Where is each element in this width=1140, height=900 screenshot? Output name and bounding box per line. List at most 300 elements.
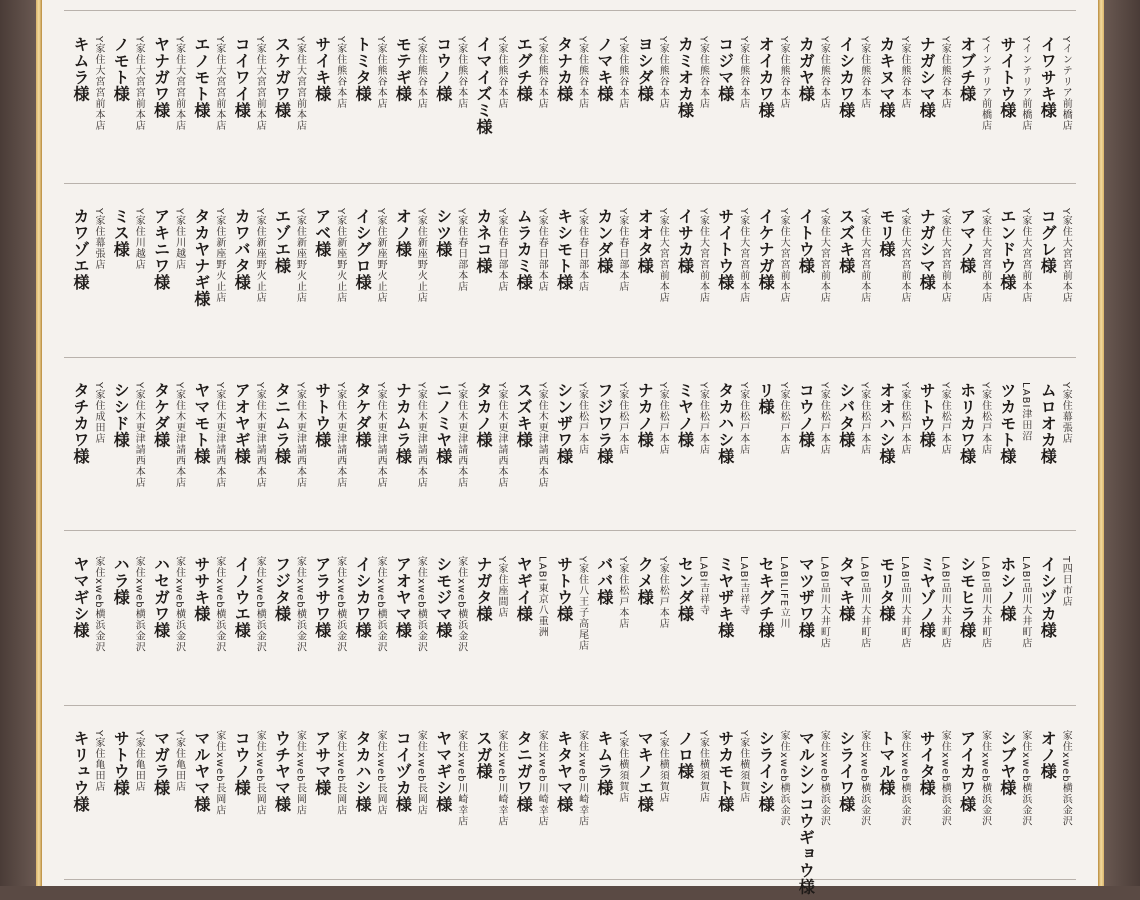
store-name: Y家住熊谷本店	[375, 36, 387, 110]
store-name: 家住xweb横浜金沢	[818, 730, 830, 827]
name-entry	[755, 208, 791, 378]
store-name: Y家住熊谷本店	[939, 36, 951, 110]
customer-name: ヨシダ様	[635, 36, 655, 102]
name-entry	[795, 208, 831, 378]
store-name: Y家住川越店	[173, 208, 185, 271]
name-entry	[997, 208, 1033, 378]
name-entry	[1037, 208, 1073, 378]
customer-name: ハセガワ様	[151, 556, 171, 639]
customer-name: オオタ様	[635, 208, 655, 274]
customer-name: イトウ様	[796, 208, 816, 274]
customer-name: オブチ様	[957, 36, 977, 102]
store-name: Y家住松戸本店	[939, 382, 951, 456]
name-entry	[191, 208, 227, 378]
name-entry	[272, 382, 308, 552]
store-name: Y家住松戸本店	[657, 382, 669, 456]
customer-name: オノ様	[393, 208, 413, 258]
right-background	[1102, 0, 1140, 886]
name-entry	[715, 36, 751, 206]
store-name: Y家住熊谷本店	[657, 36, 669, 110]
customer-name: タケダ様	[353, 382, 373, 448]
customer-name: カガヤ様	[796, 36, 816, 102]
name-entry	[916, 730, 952, 900]
name-entry	[392, 208, 428, 378]
customer-name: ヤナガワ様	[151, 36, 171, 119]
name-entry	[473, 208, 509, 378]
customer-name: タチカワ様	[71, 382, 90, 465]
customer-name: アサマ様	[312, 730, 332, 796]
store-name: Y家住木更津請西本店	[254, 382, 266, 489]
name-entry	[997, 36, 1033, 206]
customer-name: ササキ様	[191, 556, 211, 622]
customer-name: マキノエ様	[635, 730, 655, 813]
store-name: 家住xweb横浜金沢	[979, 730, 991, 827]
customer-name: アオヤマ様	[393, 556, 413, 639]
customer-name: フジタ様	[272, 556, 292, 622]
store-name: LABI品川大井町店	[899, 556, 910, 649]
customer-name: コイヅカ様	[393, 730, 413, 813]
customer-name: カンダ様	[594, 208, 614, 274]
customer-name: エグチ様	[514, 36, 534, 102]
store-name: Y家住春日部本店	[496, 208, 507, 293]
customer-name: タナカ様	[554, 36, 574, 102]
customer-name: サイキ様	[312, 36, 332, 102]
customer-name: イマイズミ様	[474, 36, 493, 135]
store-name: 家住xweb長岡店	[334, 730, 346, 816]
store-name: Y家住熊谷本店	[697, 36, 709, 110]
store-name: Y家住新座野火止店	[334, 208, 346, 304]
store-name: Y家住木更津請西本店	[455, 382, 467, 489]
store-name: Y家住春日部本店	[576, 208, 588, 293]
customer-name: キリュウ様	[71, 730, 90, 813]
name-entry	[715, 556, 751, 726]
customer-name: トマル様	[877, 730, 896, 796]
name-entry	[594, 36, 630, 206]
store-name: Y家住大宮宮前本店	[213, 36, 225, 132]
customer-name: スズキ様	[514, 382, 534, 448]
store-name: LABI品川大井町店	[858, 556, 870, 649]
store-name: Y家住熊谷本店	[496, 36, 507, 110]
store-name: Y家住横須賀店	[616, 730, 628, 804]
name-entry	[352, 556, 388, 726]
store-name: Y家住新座野火止店	[294, 208, 306, 304]
name-entry	[715, 382, 751, 552]
store-name: 家住xweb横浜金沢	[254, 556, 266, 653]
customer-name: タニムラ様	[272, 382, 292, 465]
store-name: Y家住熊谷本店	[334, 36, 346, 110]
left-background	[0, 0, 38, 886]
store-name: 家住xweb横浜金沢	[213, 556, 225, 653]
store-name: 家住xweb川崎幸店	[455, 730, 467, 827]
customer-name: センダ様	[675, 556, 695, 622]
store-name: 家住xweb横浜金沢	[133, 556, 145, 653]
store-name: 家住xweb横浜金沢	[1019, 730, 1031, 827]
store-name: Y家住大宮宮前本店	[858, 208, 870, 304]
name-entry	[272, 556, 308, 726]
customer-name: トミタ様	[353, 36, 373, 102]
store-name: LABI津田沼	[1019, 382, 1031, 442]
customer-name: シライシ様	[756, 730, 776, 813]
name-entry	[513, 36, 549, 206]
name-entry	[1037, 730, 1073, 900]
store-name: Y家住大宮宮前本店	[1019, 208, 1031, 304]
customer-name: ミヤザキ様	[715, 556, 735, 639]
customer-name: サトウ様	[554, 556, 574, 622]
customer-name: ナガシマ様	[917, 36, 937, 119]
store-name: Y家住松戸本店	[818, 382, 830, 456]
name-entry	[916, 556, 952, 726]
customer-name: シライワ様	[836, 730, 856, 813]
store-name: Y家住大宮宮前本店	[1060, 208, 1072, 304]
customer-name: コグレ様	[1038, 208, 1058, 274]
customer-name: コウノ様	[796, 382, 816, 448]
store-name: 家住xweb横浜金沢	[455, 556, 467, 653]
customer-name: エンドウ様	[997, 208, 1017, 291]
store-name: 家住xweb長岡店	[254, 730, 266, 816]
name-entry	[110, 382, 146, 552]
name-entry	[795, 730, 831, 900]
customer-name: ヤマギシ様	[71, 556, 90, 639]
store-name: Y家住大宮宮前本店	[697, 208, 709, 304]
customer-name: リ様	[756, 382, 776, 415]
name-entry	[755, 382, 791, 552]
store-name: Y家住熊谷本店	[536, 36, 548, 110]
customer-name: シブヤ様	[997, 730, 1017, 796]
name-entry	[151, 36, 187, 206]
name-entry	[272, 36, 308, 206]
store-name: Y家住亀田店	[133, 730, 145, 793]
customer-name: マルシンコウギョウ様	[796, 730, 816, 895]
customer-name: イシヅカ様	[1038, 556, 1058, 639]
customer-name: アベ様	[312, 208, 332, 258]
customer-name: ノマキ様	[594, 36, 614, 102]
customer-name: エゾエ様	[272, 208, 292, 274]
customer-name: スケガワ様	[272, 36, 292, 119]
customer-name: マガラ様	[151, 730, 171, 796]
customer-name: ムラカミ様	[514, 208, 534, 291]
name-entry	[634, 208, 670, 378]
name-entry	[957, 556, 993, 726]
name-entry	[473, 556, 509, 726]
customer-name: カミオカ様	[675, 36, 695, 119]
store-name: Y家住松戸本店	[899, 382, 910, 456]
name-entry	[473, 382, 509, 552]
store-name: Y家住木更津請西本店	[415, 382, 427, 489]
customer-name: ヤマモト様	[191, 382, 211, 465]
name-entry	[554, 208, 590, 378]
store-name: 家住xweb長岡店	[294, 730, 306, 816]
store-name: Y家住松戸本店	[858, 382, 870, 456]
store-name: Yインテリア前橋店	[1060, 36, 1072, 132]
name-entry	[554, 730, 590, 900]
store-name: Y家住熊谷本店	[455, 36, 467, 110]
store-name: Y家住熊谷本店	[415, 36, 427, 110]
store-name: LABI吉祥寺	[737, 556, 749, 616]
customer-name: エノモト様	[191, 36, 211, 119]
customer-name: ナガシマ様	[917, 208, 937, 291]
store-name: Y家住木更津請西本店	[294, 382, 306, 489]
name-entry	[312, 36, 348, 206]
customer-name: コウノ様	[433, 36, 453, 102]
name-entry	[392, 382, 428, 552]
customer-name: ウチヤマ様	[272, 730, 292, 813]
customer-name: ホリカワ様	[957, 382, 977, 465]
store-name: 家住xweb長岡店	[213, 730, 225, 816]
name-entry	[312, 208, 348, 378]
customer-name: アキニワ様	[151, 208, 171, 291]
name-entry	[110, 556, 146, 726]
customer-name: タカハシ様	[353, 730, 373, 813]
customer-name: シシド様	[111, 382, 131, 448]
customer-name: カワゾエ様	[71, 208, 90, 291]
name-entry	[594, 556, 630, 726]
customer-name: ヤマギシ様	[433, 730, 453, 813]
customer-name: セキグチ様	[756, 556, 776, 639]
store-name: Y家住熊谷本店	[576, 36, 588, 110]
name-entry	[110, 208, 146, 378]
store-name: Y家住新座野火止店	[415, 208, 427, 304]
store-name: 家住xweb横浜金沢	[375, 556, 387, 653]
name-entry	[957, 730, 993, 900]
name-entry	[836, 382, 872, 552]
name-entry	[836, 36, 872, 206]
store-name: Y家住大宮宮前本店	[254, 36, 266, 132]
customer-name: ムロオカ様	[1038, 382, 1058, 465]
customer-name: フジワラ様	[594, 382, 614, 465]
store-name: Y家住成田店	[93, 382, 104, 445]
store-name: Y家住亀田店	[93, 730, 104, 793]
customer-name: ホシノ様	[997, 556, 1017, 622]
store-name: Y家住大宮宮前本店	[173, 36, 185, 132]
customer-name: イノウエ様	[232, 556, 252, 639]
store-name: Y家住大宮宮前本店	[737, 208, 749, 304]
store-name: T四日市店	[1060, 556, 1072, 608]
customer-name: ヤギイ様	[514, 556, 534, 622]
store-name: Y家住木更津請西本店	[173, 382, 185, 489]
name-entry	[151, 208, 187, 378]
customer-name: カキヌマ様	[877, 36, 896, 119]
customer-name: モリ様	[877, 208, 896, 258]
customer-name: オイカワ様	[756, 36, 776, 119]
name-entry	[836, 556, 872, 726]
store-name: Y家住春日部本店	[455, 208, 467, 293]
name-entry	[675, 556, 711, 726]
store-name: Y家住熊谷本店	[818, 36, 830, 110]
name-entry	[675, 208, 711, 378]
store-name: Y家住幕張店	[93, 208, 104, 271]
customer-name: マツザワ様	[796, 556, 816, 639]
customer-name: イサカ様	[675, 208, 695, 274]
name-entry	[594, 382, 630, 552]
store-name: Y家住松戸本店	[979, 382, 991, 456]
name-entry	[392, 730, 428, 900]
customer-name: アイカワ様	[957, 730, 977, 813]
name-entry	[795, 556, 831, 726]
customer-name: サトウ様	[312, 382, 332, 448]
customer-name: ミヤゾノ様	[917, 556, 937, 639]
store-name: LABI東京八重洲	[536, 556, 548, 638]
store-name: 家住xweb横浜金沢	[173, 556, 185, 653]
store-name: 家住xweb長岡店	[415, 730, 427, 816]
customer-name: サイタ様	[917, 730, 937, 796]
customer-name: シツ様	[433, 208, 453, 258]
customer-name: サトウ様	[917, 382, 937, 448]
name-entry	[392, 36, 428, 206]
name-entry	[634, 730, 670, 900]
store-name: Y家住木更津請西本店	[334, 382, 346, 489]
customer-name: ナカムラ様	[393, 382, 413, 465]
name-entry	[110, 730, 146, 900]
name-entry	[755, 556, 791, 726]
name-entry	[876, 556, 912, 726]
name-entry	[755, 36, 791, 206]
name-entry	[876, 208, 912, 378]
store-name: Y家住大宮宮前本店	[294, 36, 306, 132]
customer-name: キムラ様	[594, 730, 614, 796]
name-entry	[594, 730, 630, 900]
name-entry	[1037, 556, 1073, 726]
store-name: Y家住横須賀店	[657, 730, 669, 804]
store-name: 家住xweb川崎幸店	[496, 730, 507, 827]
name-entry	[352, 730, 388, 900]
store-name: Y家住春日部本店	[616, 208, 628, 293]
name-entry	[836, 208, 872, 378]
customer-name: キタヤマ様	[554, 730, 574, 813]
customer-name: キシモト様	[554, 208, 574, 291]
name-entry	[997, 556, 1033, 726]
store-name: Y家住松戸本店	[737, 382, 749, 456]
customer-name: タカハシ様	[715, 382, 735, 465]
store-name: 家住xweb川崎幸店	[536, 730, 548, 827]
name-entry	[433, 208, 469, 378]
name-entry	[231, 556, 267, 726]
name-entry	[634, 382, 670, 552]
name-entry	[433, 730, 469, 900]
name-entry	[70, 208, 106, 378]
customer-name: シバタ様	[836, 382, 856, 448]
customer-name: サカモト様	[715, 730, 735, 813]
customer-name: シンザワ様	[554, 382, 574, 465]
store-name: 家住xweb横浜金沢	[294, 556, 306, 653]
store-name: 家住xweb横浜金沢	[858, 730, 870, 827]
name-entry	[473, 36, 509, 206]
name-entry	[513, 730, 549, 900]
store-name: 家住xweb横浜金沢	[778, 730, 790, 827]
store-name: 家住xweb横浜金沢	[415, 556, 427, 653]
store-name: Y家住大宮宮前本店	[657, 208, 669, 304]
name-entry	[151, 730, 187, 900]
store-name: Y家住大宮宮前本店	[778, 208, 790, 304]
name-entry	[352, 36, 388, 206]
name-entry	[110, 36, 146, 206]
customer-name: サイトウ様	[997, 36, 1017, 119]
name-entry	[272, 208, 308, 378]
store-name: Y家住川越店	[133, 208, 145, 271]
customer-name: シモジマ様	[433, 556, 453, 639]
name-entry	[876, 730, 912, 900]
name-entry	[554, 36, 590, 206]
name-entry	[231, 36, 267, 206]
store-name: Y家住木更津請西本店	[213, 382, 225, 489]
customer-name: サトウ様	[111, 730, 131, 796]
store-name: Y家住松戸本店	[697, 382, 709, 456]
name-entry	[151, 556, 187, 726]
customer-name: クメ様	[635, 556, 655, 606]
name-entry	[70, 382, 106, 552]
store-name: Y家住大宮宮前本店	[899, 208, 910, 304]
customer-name: タカヤナギ様	[191, 208, 211, 307]
name-entry	[795, 36, 831, 206]
customer-name: スズキ様	[836, 208, 856, 274]
customer-name: コウノ様	[232, 730, 252, 796]
name-entry	[151, 382, 187, 552]
store-name: Y家住松戸本店	[616, 556, 628, 630]
name-entry	[433, 556, 469, 726]
store-name: Y家住大宮宮前本店	[939, 208, 951, 304]
customer-name: タカノ様	[474, 382, 493, 448]
name-entry	[1037, 36, 1073, 206]
name-entry	[554, 382, 590, 552]
store-name: Y家住横須賀店	[737, 730, 749, 804]
customer-name: モリタ様	[877, 556, 896, 622]
name-entry	[916, 208, 952, 378]
store-name: Y家住横須賀店	[697, 730, 709, 804]
name-entry	[352, 208, 388, 378]
name-entry	[957, 208, 993, 378]
name-entry	[191, 382, 227, 552]
customer-name: タケダ様	[151, 382, 171, 448]
name-entry	[594, 208, 630, 378]
name-entry	[957, 36, 993, 206]
name-entry	[836, 730, 872, 900]
name-entry	[231, 208, 267, 378]
customer-name: モテギ様	[393, 36, 413, 102]
store-name: LABI品川大井町店	[1019, 556, 1031, 649]
name-entry	[513, 382, 549, 552]
name-entry	[957, 382, 993, 552]
name-entry	[997, 730, 1033, 900]
name-entry	[755, 730, 791, 900]
customer-name: ノモト様	[111, 36, 131, 102]
name-board	[42, 0, 1098, 895]
customer-name: ミス様	[111, 208, 131, 258]
row-divider	[64, 10, 1076, 11]
name-entry	[191, 556, 227, 726]
name-entry	[312, 382, 348, 552]
name-entry	[70, 36, 106, 206]
customer-name: アマノ様	[957, 208, 977, 274]
customer-name: アオヤギ様	[232, 382, 252, 465]
store-name: Y家住新座野火止店	[375, 208, 387, 304]
right-gold-border	[1098, 0, 1104, 886]
name-entry	[272, 730, 308, 900]
name-entry	[795, 382, 831, 552]
store-name: Y家住熊谷本店	[778, 36, 790, 110]
customer-name: ナカノ様	[635, 382, 655, 448]
store-name: Y家住春日部本店	[536, 208, 548, 293]
store-name: LABILIFE立川	[778, 556, 790, 630]
name-entry	[312, 556, 348, 726]
customer-name: イケナガ様	[756, 208, 776, 291]
store-name: Y家住新座野火止店	[213, 208, 225, 304]
store-name: Y家住座間店	[496, 556, 507, 619]
customer-name: イシグロ様	[353, 208, 373, 291]
store-name: 家住xweb横浜金沢	[1060, 730, 1072, 827]
name-entry	[675, 382, 711, 552]
store-name: Y家住大宮宮前本店	[133, 36, 145, 132]
store-name: Y家住松戸本店	[657, 556, 669, 630]
store-name: Y家住松戸本店	[778, 382, 790, 456]
